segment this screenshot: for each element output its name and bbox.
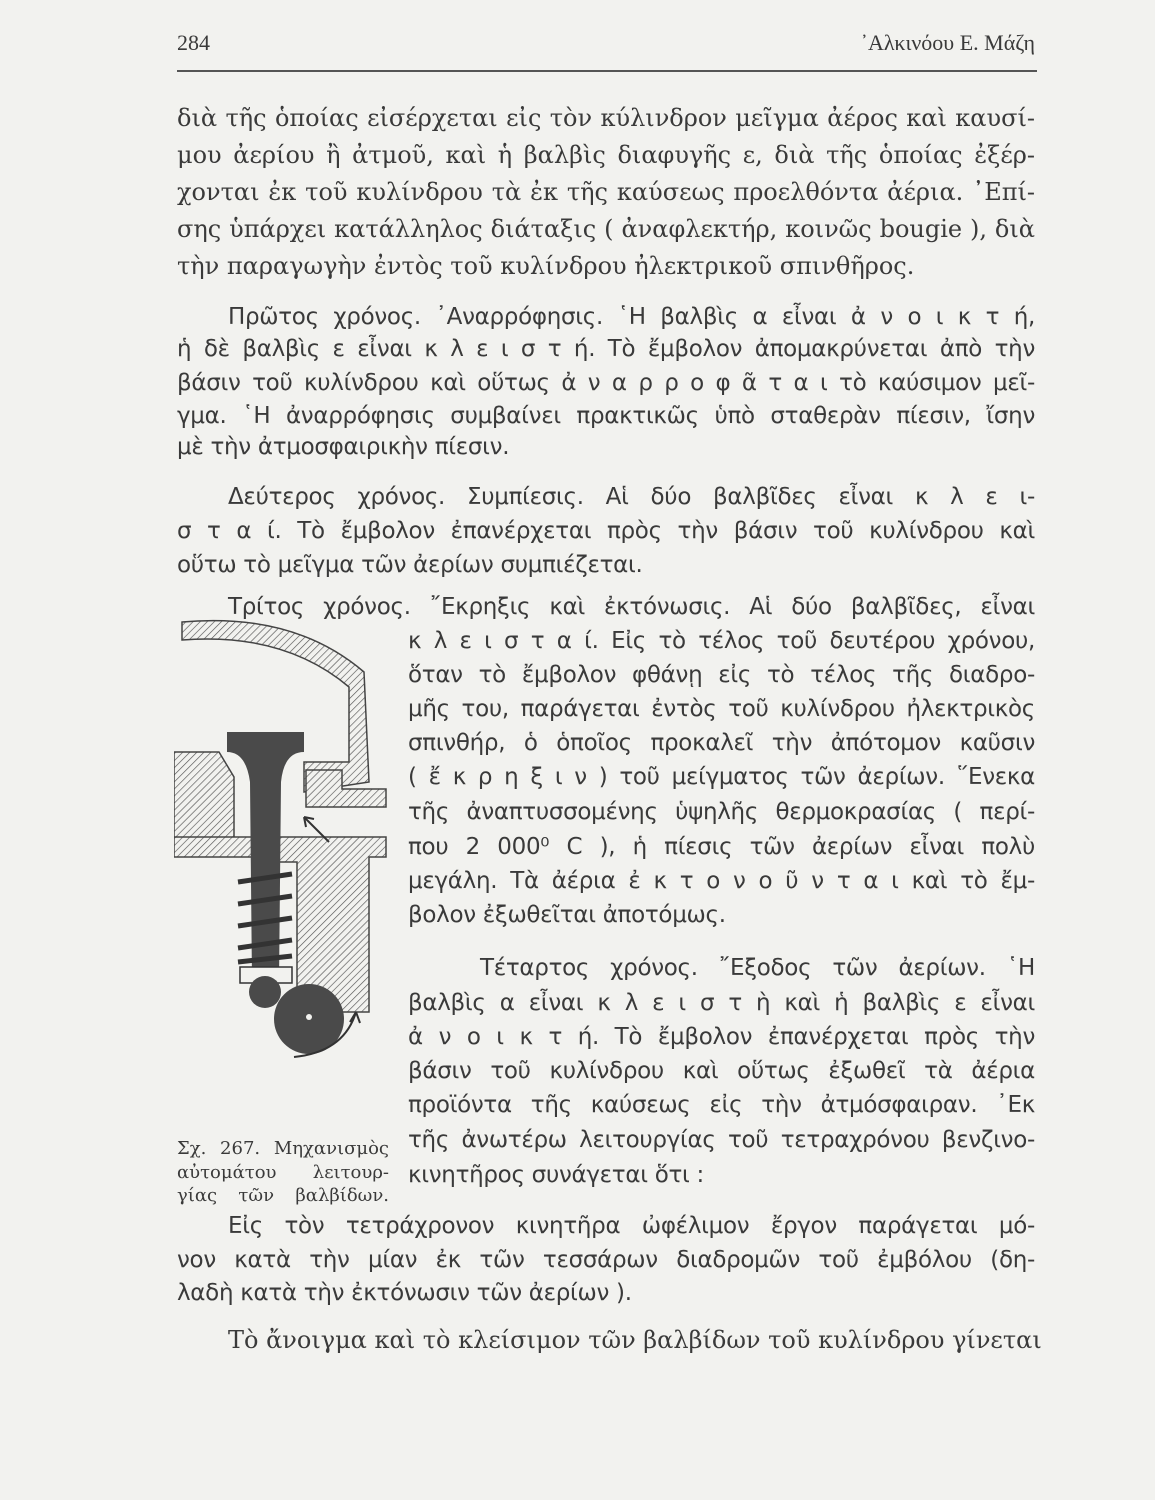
text-line: κινητῆρος συνάγεται ὅτι : [408,1162,704,1188]
text-line: μου ἀερίου ἢ ἀτμοῦ, καὶ ἡ βαλβὶς διαφυγῆς ε, διὰ τῆς ὁποίας ἐξέρ- [177,141,1035,169]
text-line: που 2 000⁰ C ), ἡ πίεσις τῶν ἀερίων εἶναι πολὺ [408,834,1035,860]
text-line: μὲ τὴν ἀτμοσφαιρικὴν πίεσιν. [177,434,510,460]
caption-line: αὐτομάτου λειτουρ- [177,1162,389,1183]
header-rule [177,70,1037,72]
text-line: βάσιν τοῦ κυλίνδρου καὶ οὕτως ἐξωθεῖ τὰ ἀέρια [408,1058,1035,1084]
text-line: χονται ἐκ τοῦ κυλίνδρου τὰ ἐκ τῆς καύσεως προελθόντα ἀέρια. ᾿Επί- [177,178,1035,206]
text-line: ὅταν τὸ ἔμβολον φθάνῃ εἰς τὸ τέλος τῆς διαδρο- [408,662,1035,688]
page-number: 284 [177,30,210,55]
text-line: ἀ ν ο ι κ τ ή. Τὸ ἔμβολον ἐπανέρχεται πρὸς τὴν [408,1024,1035,1050]
text-line: σπινθήρ, ὁ ὁποῖος προκαλεῖ τὴν ἀπότομον καῦσιν [408,730,1035,756]
text-line: Δεύτερος χρόνος. Συμπίεσις. Αἱ δύο βαλβῖδες εἶναι κ λ ε ι- [228,484,1035,510]
running-title: ᾿Αλκινόου Ε. Μάζη [860,30,1035,55]
text-line: Τέταρτος χρόνος. ῎Εξοδος τῶν ἀερίων. ῾Η [480,955,1035,981]
text-line: Τὸ ἄνοιγμα καὶ τὸ κλείσιμον τῶν βαλβίδων τοῦ κυλίνδρου γίνεται [228,1326,1042,1354]
text-line: Εἰς τὸν τετράχρονον κινητῆρα ὠφέλιμον ἔργον παράγεται μό- [228,1213,1035,1239]
caption-line: γίας τῶν βαλβίδων. [177,1185,389,1206]
text-line: οὕτω τὸ μεῖγμα τῶν ἀερίων συμπιέζεται. [177,552,643,578]
text-line: ἡ δὲ βαλβὶς ε εἶναι κ λ ε ι σ τ ή. Τὸ ἔμβολον ἀπομακρύνεται ἀπὸ τὴν [177,336,1035,362]
text-line: τῆς ἀναπτυσσομένης ὑψηλῆς θερμοκρασίας ( περί- [408,799,1035,825]
valve-mechanism-figure [174,612,399,1132]
text-line: βάσιν τοῦ κυλίνδρου καὶ οὕτως ἀ ν α ρ ρ ο φ ᾶ τ α ι τὸ καύσιμον μεῖ- [177,370,1035,396]
text-line: μῆς του, παράγεται ἐντὸς τοῦ κυλίνδρου ἠλεκτρικὸς [408,696,1035,722]
text-line: γμα. ῾Η ἀναρρόφησις συμβαίνει πρακτικῶς ὑπὸ σταθερὰν πίεσιν, ἴσην [177,403,1035,429]
text-line: κ λ ε ι σ τ α ί. Εἰς τὸ τέλος τοῦ δευτέρου χρόνου, [408,628,1035,654]
text-line: λαδὴ κατὰ τὴν ἐκτόνωσιν τῶν ἀερίων ). [177,1280,632,1306]
text-line: ( ἔ κ ρ η ξ ι ν ) τοῦ μείγματος τῶν ἀερίων. ῞Ενεκα [408,764,1035,790]
text-line: Πρῶτος χρόνος. ᾿Αναρρόφησις. ῾Η βαλβὶς α εἶναι ἀ ν ο ι κ τ ή, [228,304,1035,330]
text-line: σης ὑπάρχει κατάλληλος διάταξις ( ἀναφλεκτήρ, κοινῶς bougie ), διὰ [177,215,1035,243]
text-line: προϊόντα τῆς καύσεως εἰς τὴν ἀτμόσφαιραν. ᾿Εκ [408,1092,1035,1118]
text-line: νον κατὰ τὴν μίαν ἐκ τῶν τεσσάρων διαδρομῶν τοῦ ἐμβόλου (δη- [177,1247,1035,1273]
text-line: τῆς ἀνωτέρω λειτουργίας τοῦ τετραχρόνου βενζινο- [408,1127,1035,1153]
text-line: Τρίτος χρόνος. ῎Εκρηξις καὶ ἐκτόνωσις. Αἱ δύο βαλβῖδες, εἶναι [228,594,1035,620]
text-line: μεγάλη. Τὰ ἀέρια ἐ κ τ ο ν ο ῦ ν τ α ι καὶ τὸ ἔμ- [408,868,1035,894]
caption-line: Σχ. 267. Μηχανισμὸς [177,1138,389,1159]
text-line: βολον ἐξωθεῖται ἀποτόμως. [408,902,726,928]
text-line: βαλβὶς α εἶναι κ λ ε ι σ τ ὴ καὶ ἡ βαλβὶς ε εἶναι [408,990,1035,1016]
text-line: τὴν παραγωγὴν ἐντὸς τοῦ κυλίνδρου ἠλεκτρικοῦ σπινθῆρος. [177,252,915,280]
text-line: διὰ τῆς ὁποίας εἰσέρχεται εἰς τὸν κύλινδρον μεῖγμα ἀέρος καὶ καυσί- [177,104,1035,132]
text-line: σ τ α ί. Τὸ ἔμβολον ἐπανέρχεται πρὸς τὴν βάσιν τοῦ κυλίνδρου καὶ [177,518,1035,544]
